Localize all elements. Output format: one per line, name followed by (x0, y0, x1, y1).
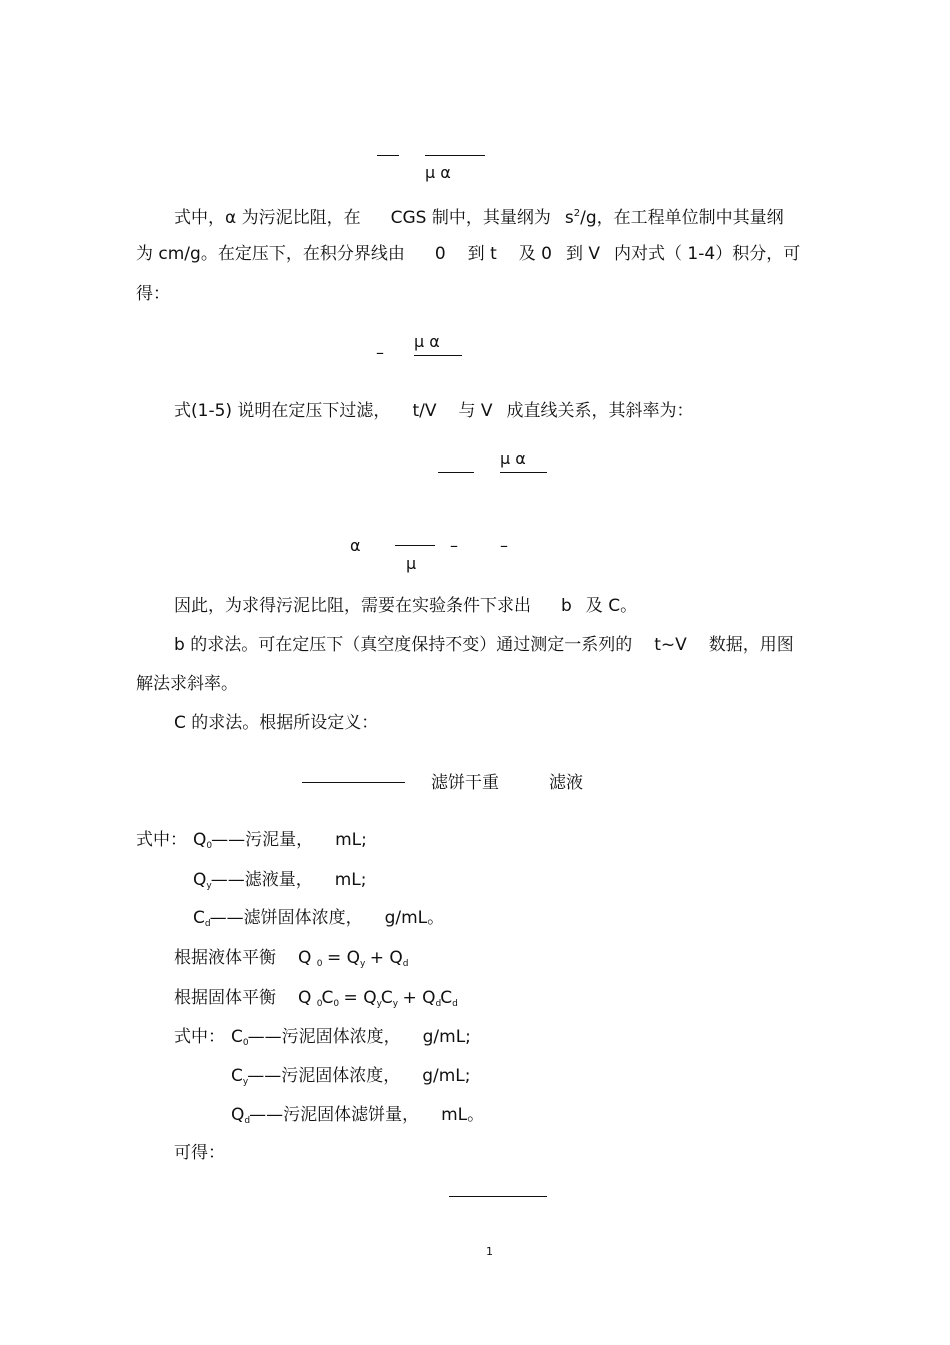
formula-1-5-fraction-bar (414, 355, 462, 356)
formula-b-fraction-bar-2 (500, 472, 547, 473)
formula-b-fraction-bar-1 (438, 472, 474, 473)
page-number: 1 (486, 1245, 493, 1258)
formula-c-label-filtrate: 滤液 (549, 773, 583, 793)
formula-c-label-cake: 滤饼干重 (431, 773, 499, 793)
formula-alpha-symbol: α (350, 536, 361, 555)
para-b-method-line-1: b 的求法。可在定压下（真空度保持不变）通过测定一系列的 t~V 数据，用图 (174, 635, 794, 655)
balance-liquid: 根据液体平衡 Q $_0 = Q_y + Q_d$ (174, 948, 408, 969)
formula-alpha-fraction-bar (395, 545, 435, 546)
def-c0: $C_0——$污泥固体浓度， g/mL; (231, 1027, 471, 1048)
para-b-method-line-2: 解法求斜率。 (136, 674, 238, 694)
defs2-intro: 式中： (174, 1027, 225, 1047)
balance-solid: 根据固体平衡 Q $_0C_0 = Q_yC_y + Q_dC_d$ (174, 988, 457, 1009)
para-c-method: C 的求法。根据所设定义： (174, 713, 379, 733)
conclusion: 可得： (174, 1143, 225, 1163)
formula-1-4-dash (377, 155, 399, 156)
formula-c-fraction-bar (302, 782, 405, 783)
formula-1-5-minus: – (376, 343, 384, 362)
para-alpha-line-2: 为 cm/g。在定压下，在积分界线由 0 到 t 及 0 到 V 内对式（ 1-4）积分，可 (136, 244, 801, 264)
formula-1-4-denominator: μ α (425, 163, 451, 182)
def-qy: $Q_y——$滤液量， mL; (193, 870, 367, 891)
def-cd: $C_d——$滤饼固体浓度， g/mL。 (193, 908, 445, 929)
para-alpha-line-1: 式中，α 为污泥比阻，在 CGS 制中，其量纲为 $s^2/g$，在工程单位制中其量纲 (174, 208, 784, 228)
para-b-and-c: 因此，为求得污泥比阻，需要在实验条件下求出 b 及 C。 (174, 596, 638, 616)
formula-alpha-minus-2: – (500, 536, 508, 555)
formula-alpha-denominator: μ (406, 554, 417, 573)
def-cy: $C_y——$污泥固体浓度， g/mL; (231, 1066, 471, 1087)
para-slope: 式(1-5) 说明在定压下过滤， t/V 与 V 成直线关系，其斜率为： (174, 401, 694, 421)
defs-intro: 式中： (136, 830, 187, 850)
para-alpha-line-3: 得： (136, 284, 170, 304)
final-formula-fraction-bar (449, 1196, 547, 1197)
def-qd: $Q_d——$污泥固体滤饼量， mL。 (231, 1105, 485, 1126)
formula-1-5-numerator: μ α (414, 332, 440, 351)
formula-b-numerator: μ α (500, 449, 526, 468)
def-q0: $Q_0——$污泥量， mL; (193, 830, 367, 851)
formula-1-4-fraction-bar (425, 155, 485, 156)
formula-alpha-minus-1: – (450, 536, 458, 555)
